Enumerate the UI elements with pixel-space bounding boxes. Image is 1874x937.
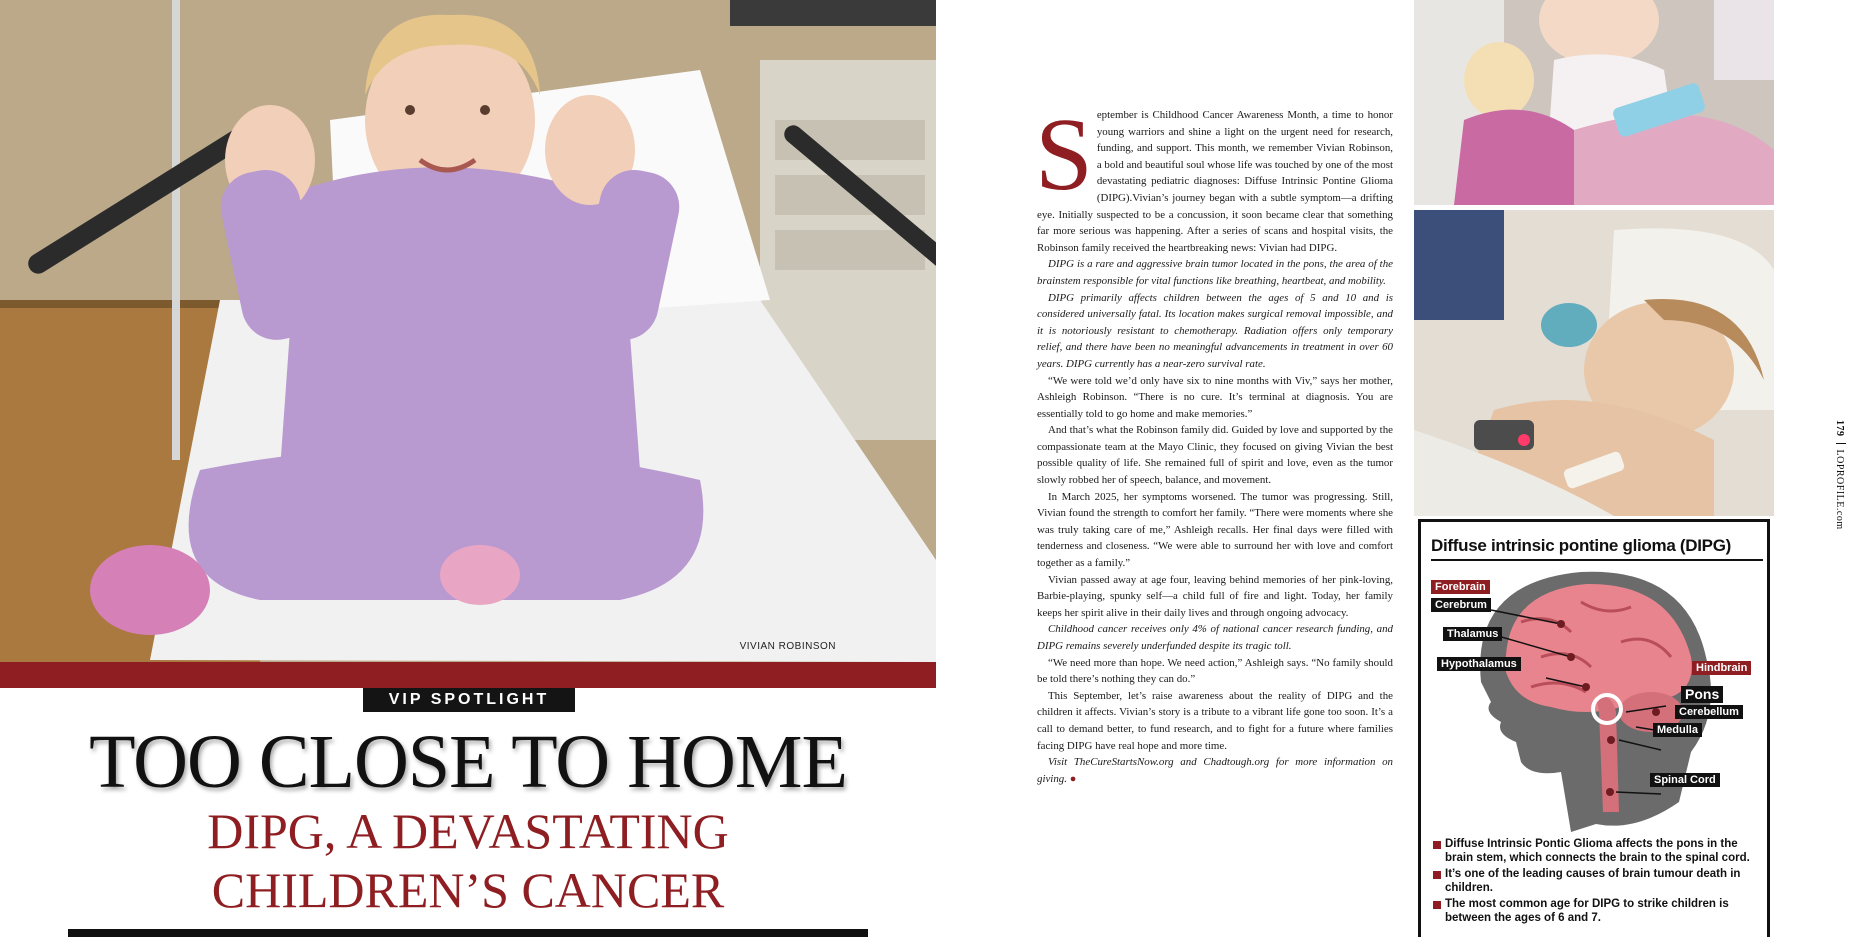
article-body [1035,97,1393,787]
article-paragraph: “We need more than hope. We need action,” Ashleigh says. “No family should be told there’s nothing they can do.” [1037,656,1393,686]
photo-child-hospital-bed-illustration [1414,210,1774,516]
fact-item: Diffuse Intrinsic Pontic Glioma affects the pons in the brain stem, which connects the brain to the spinal cord. [1433,838,1763,865]
infobox-title-rule [1431,559,1763,561]
bullet-square-icon [1433,871,1441,879]
article-paragraph: This September, let’s raise awareness about the reality of DIPG and the children it affects. Vivian’s story is a tribute to a vibrant life gone too soon. It’s a call to demand better, to fund research, and to fight for a future where families facing DIPG have real hope and more time. [1037,689,1393,752]
label-medulla: Medulla [1653,723,1702,737]
photo-child-with-doll [1414,0,1774,205]
label-cerebrum: Cerebrum [1431,598,1491,612]
article-paragraph: Childhood cancer receives only 4% of national cancer research funding, and DIPG remains severely underfunded despite its tragic toll. [1037,623,1393,652]
headline: TOO CLOSE TO HOME [89,720,847,804]
fact-item: The most common age for DIPG to strike children is between the ages of 6 and 7. [1433,898,1763,925]
label-spinal-cord: Spinal Cord [1650,773,1720,787]
label-hypothalamus: Hypothalamus [1437,657,1521,671]
article-paragraph: eptember is Childhood Cancer Awareness Month, a time to honor young warriors and shine a light on the urgent need for research, funding, and support. This month, we remember Vivian Robinson, a bold and beautiful soul whose life was touched by one of the most devastating pediatric diagnoses: Diffuse Intrinsic Pontine Glioma (DIPG).Vivian’s journey began with a subtle symptom—a drifting eye. Initially suspected to be a concussion, it soon became clear that something far more serious was happening. After a series of scans and hospital visits, the Robinson family received the heartbreaking news: Vivian had DIPG. [1037,109,1393,254]
bullet-square-icon [1433,901,1441,909]
hero-photo-illustration [0,0,936,662]
page-number: 179 [1834,420,1845,437]
article-paragraph: In March 2025, her symptoms worsened. The tumor was progressing. Still, Vivian found the strength to comfort her family. “There were moments where she was truly taking care of me,” Ashleigh recalls. Her final days were filled with tenderness and closeness. “We were able to surround her with love and comfort together as a family.” [1037,490,1393,570]
closing-line: Visit TheCureStartsNow.org and Chadtough.org for more information on giving. [1037,756,1393,785]
bullet-square-icon [1433,841,1441,849]
label-hindbrain: Hindbrain [1692,661,1751,675]
site-name: LOPROFILE.com [1834,449,1845,530]
dipg-infobox [1418,519,1770,937]
accent-bar [0,662,936,688]
article-paragraph: DIPG is a rare and aggressive brain tumor located in the pons, the area of the brainstem responsible for vital functions like breathing, heartbeat, and mobility. [1037,258,1393,287]
folio-divider [1836,443,1846,444]
hero-photo [0,0,936,662]
subhead-line-2: CHILDREN’S CANCER [211,862,725,918]
bottom-rule [68,929,868,937]
article-paragraph: And that’s what the Robinson family did. Guided by love and supported by the compassionate team at the Mayo Clinic, they focused on giving Vivian the best possible quality of life. She remained full of spirit and love, even as the tumor slowly robbed her of speech, balance, and movement. [1037,424,1393,487]
article-paragraph: DIPG primarily affects children between the ages of 5 and 10 and is considered universally fatal. Its location makes surgical removal impossible, and it is notoriously resistant to chemotherapy. Radiation offers only temporary relief, and there have been no meaningful advancements in treatment in over 60 years. DIPG currently has a near-zero survival rate. [1037,291,1393,370]
article-paragraph: “We were told we’d only have six to nine months with Viv,” says her mother, Ashleigh Robinson. “There is no cure. It’s terminal at diagnosis. You are essentially told to go home and make memories.” [1037,374,1393,420]
subhead [120,802,816,920]
infobox-title: Diffuse intrinsic pontine glioma (DIPG) [1431,536,1731,555]
subhead-line-1: DIPG, A DEVASTATING [207,803,729,859]
article-paragraph: Vivian passed away at age four, leaving behind memories of her pink-loving, Barbie-playing, spunky self—a child full of fire and light. Today, her family keeps her spirit alive in their daily lives and through ongoing advocacy. [1037,573,1393,619]
label-thalamus: Thalamus [1443,627,1502,641]
label-pons: Pons [1681,686,1723,703]
photo-credit: VIVIAN ROBINSON [739,641,836,652]
article-paragraph-final [1037,754,1393,787]
facts-list [1433,838,1763,928]
section-badge: VIP SPOTLIGHT [363,688,575,712]
fact-item: It’s one of the leading causes of brain tumour death in children. [1433,868,1763,895]
end-mark: ● [1069,772,1077,785]
label-cerebellum: Cerebellum [1675,705,1743,719]
photo-child-with-doll-illustration [1414,0,1774,205]
drop-cap: S [1035,97,1093,212]
label-forebrain: Forebrain [1431,580,1490,594]
page-folio [1834,420,1846,530]
photo-child-hospital-bed [1414,210,1774,516]
